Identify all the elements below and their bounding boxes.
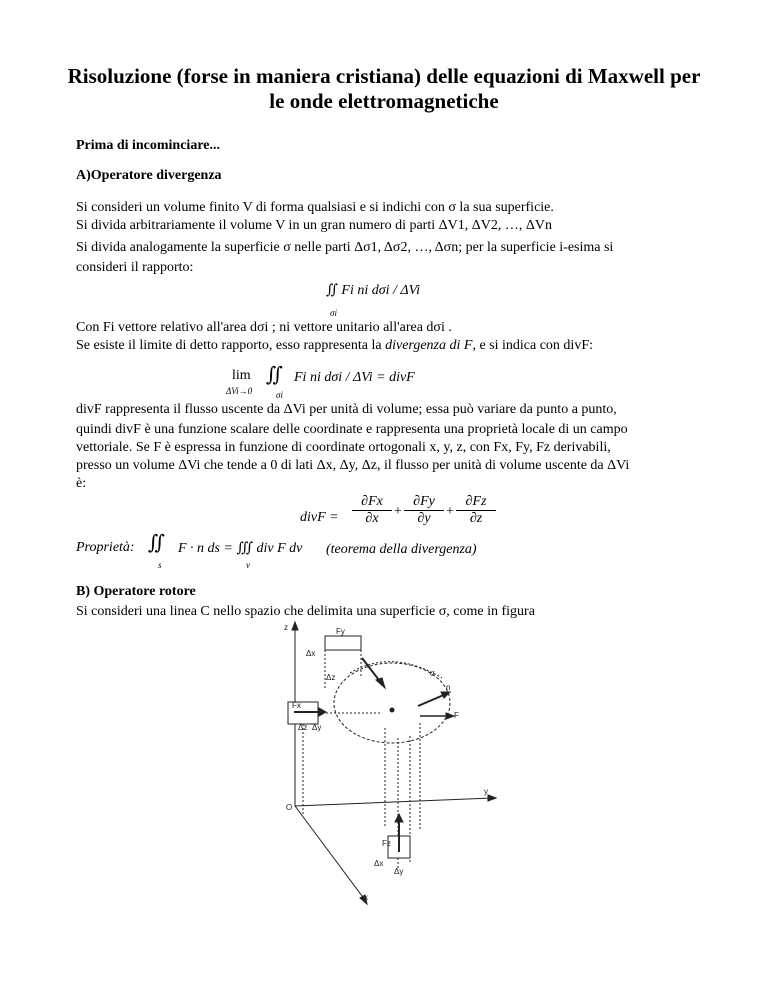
double-integral-symbol: ∬ (266, 364, 284, 386)
label-Fy: Fy (336, 627, 345, 636)
label-dy-left: Δy (312, 723, 322, 732)
document-title: Risoluzione (forse in maniera cristiana) delle equazioni di Maxwell per le onde elettromagnetiche (67, 64, 701, 113)
section-b-paragraph-1: Si consideri una linea C nello spazio che delimita una superficie σ, come in figura (76, 604, 535, 619)
section-a-heading: A)Operatore divergenza (76, 168, 222, 183)
z-axis-arrow (292, 622, 298, 630)
section-b-heading: B) Operatore rotore (76, 584, 196, 599)
fz-arrow-head-bottom (395, 814, 403, 822)
label-y: y (484, 787, 488, 796)
section-a-paragraph-3: Si divida analogamente la superficie σ nelle parti Δσ1, Δσ2, …, Δσn; per la superficie i-esima si (76, 240, 614, 255)
section-a-paragraph-8: quindi divF è una funzione scalare delle coordinate e rappresenta una proprietà locale di un campo (76, 422, 628, 437)
label-Fz: Fz (382, 839, 391, 848)
divergence-theorem-subscript-s: s (158, 560, 162, 570)
divF-lhs: divF = (300, 510, 339, 525)
formula-limit-condition: ΔVi→0 (226, 386, 253, 396)
label-F: F (454, 711, 459, 720)
formula-divergence-subscript: σi (276, 390, 283, 400)
label-n: n (446, 683, 451, 692)
label-sigma: σ (430, 669, 435, 678)
intro-heading: Prima di incominciare... (76, 138, 220, 153)
fz-arrow-head-top (376, 678, 385, 688)
section-a-paragraph-2: Si divida arbitrariamente il volume V in un gran numero di parti ΔV1, ΔV2, …, ΔVn (76, 218, 552, 233)
x-axis (295, 806, 365, 900)
label-dx-top: Δx (306, 649, 316, 658)
divergence-theorem-formula: F · n ds = ∭ div F dv (178, 541, 303, 556)
formula-limit-label: lim (232, 368, 251, 383)
box-fy (325, 636, 361, 650)
label-dx-bottom: Δx (374, 859, 384, 868)
curl-figure (270, 618, 510, 908)
plus-sign-1: + (394, 504, 402, 519)
formula-flux-ratio-subscript: σi (330, 308, 337, 318)
section-a-paragraph-7: divF rappresenta il flusso uscente da ΔVi per unità di volume; essa può variare da punto a punto, (76, 402, 617, 417)
divF-term-x: $\frac{\partial Fx}{\partial x}$ (352, 494, 392, 527)
section-a-paragraph-9: vettoriale. Se F è espressa in funzione di coordinate ortogonali x, y, z, con Fx, Fy, Fz derivabili, (76, 440, 611, 455)
y-axis (295, 798, 492, 806)
section-a-paragraph-6: Se esiste il limite di detto rapporto, esso rappresenta la divergenza di F, e si indica con divF: (76, 338, 593, 353)
property-label: Proprietà: (76, 540, 135, 555)
fx-arrow-head (319, 708, 326, 716)
surface-integral-symbol: ∬ (148, 532, 166, 554)
divF-term-z: $\frac{\partial Fz}{\partial z}$ (456, 494, 496, 527)
formula-flux-ratio: ∬ Fi ni dσi / ΔVi (326, 283, 421, 298)
f-arrow-head (446, 713, 454, 719)
divergence-theorem-note: (teorema della divergenza) (326, 542, 477, 557)
label-origin: O (286, 803, 293, 812)
section-a-paragraph-5: Con Fi vettore relativo all'area dσi ; ni vettore unitario all'area dσi . (76, 320, 452, 335)
label-x: x (364, 893, 368, 902)
section-a-paragraph-11: è: (76, 476, 87, 491)
y-axis-arrow (488, 795, 496, 801)
plus-sign-2: + (446, 504, 454, 519)
formula-divergence-definition: Fi ni dσi / ΔVi = divF (294, 370, 415, 385)
section-a-paragraph-1: Si consideri un volume finito V di forma qualsiasi e si indichi con σ la sua superficie. (76, 200, 554, 215)
divergence-theorem-subscript-v: v (246, 560, 250, 570)
divF-term-y: $\frac{\partial Fy}{\partial y}$ (404, 494, 444, 527)
label-dz-left: Δz (298, 723, 308, 732)
section-a-paragraph-4: consideri il rapporto: (76, 260, 194, 275)
label-dz-mid: Δz (326, 673, 336, 682)
label-z: z (284, 623, 288, 632)
section-a-paragraph-10: presso un volume ΔVi che tende a 0 di lati Δx, Δy, Δz, il flusso per unità di volume uscente da ΔVi (76, 458, 630, 473)
label-Fx: Fx (292, 701, 301, 710)
label-dy-bottom: Δy (394, 867, 404, 876)
